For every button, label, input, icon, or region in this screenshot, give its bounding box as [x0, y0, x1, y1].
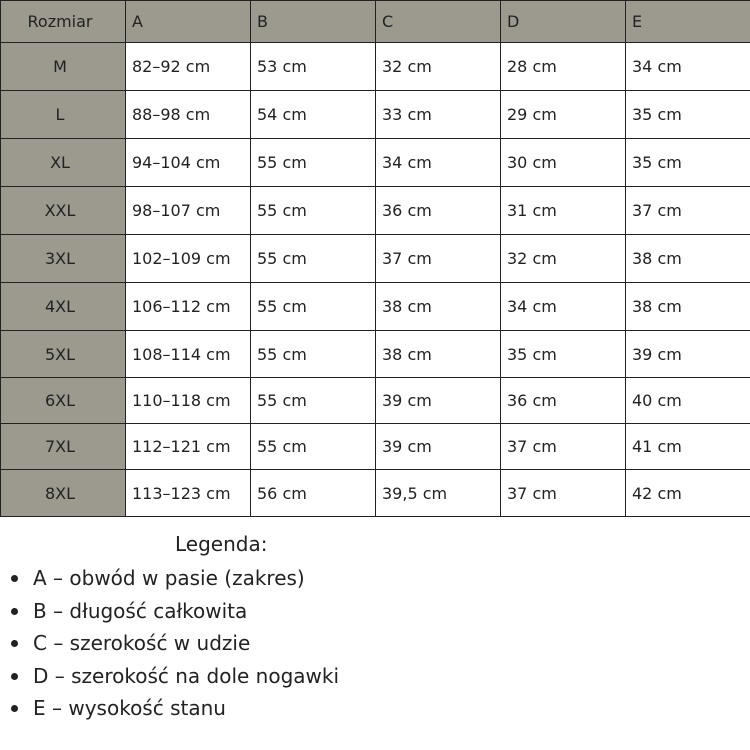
header-e: E [626, 1, 750, 43]
size-cell: 5XL [1, 331, 126, 378]
value-cell: 112–121 cm [126, 424, 251, 470]
value-cell: 55 cm [251, 139, 376, 187]
value-cell: 98–107 cm [126, 187, 251, 235]
bullet-icon [11, 673, 18, 680]
value-cell: 32 cm [376, 43, 501, 91]
value-cell: 110–118 cm [126, 378, 251, 424]
value-cell: 37 cm [501, 470, 626, 517]
value-cell: 37 cm [626, 187, 750, 235]
value-cell: 37 cm [376, 235, 501, 283]
bullet-icon [11, 608, 18, 615]
value-cell: 38 cm [626, 235, 750, 283]
table-row [1, 331, 750, 378]
value-cell: 36 cm [376, 187, 501, 235]
value-cell: 40 cm [626, 378, 750, 424]
bullet-icon [11, 575, 18, 582]
size-cell: M [1, 43, 126, 91]
table-row [1, 470, 750, 517]
value-cell: 88–98 cm [126, 91, 251, 139]
value-cell: 34 cm [376, 139, 501, 187]
value-cell: 28 cm [501, 43, 626, 91]
legend-item-text: A – obwód w pasie (zakres) [33, 566, 305, 590]
value-cell: 55 cm [251, 424, 376, 470]
value-cell: 34 cm [501, 283, 626, 331]
table-row [1, 378, 750, 424]
size-cell: L [1, 91, 126, 139]
value-cell: 55 cm [251, 331, 376, 378]
size-cell: 3XL [1, 235, 126, 283]
value-cell: 37 cm [501, 424, 626, 470]
value-cell: 35 cm [626, 139, 750, 187]
value-cell: 38 cm [376, 331, 501, 378]
value-cell: 38 cm [376, 283, 501, 331]
header-row [1, 1, 750, 43]
legend-item-text: E – wysokość stanu [33, 696, 226, 720]
bullet-icon [11, 640, 18, 647]
size-cell: XXL [1, 187, 126, 235]
size-cell: 6XL [1, 378, 126, 424]
header-d: D [501, 1, 626, 43]
value-cell: 113–123 cm [126, 470, 251, 517]
legend-item [33, 562, 339, 595]
bullet-icon [11, 705, 18, 712]
value-cell: 31 cm [501, 187, 626, 235]
value-cell: 39 cm [626, 331, 750, 378]
value-cell: 35 cm [626, 91, 750, 139]
value-cell: 55 cm [251, 235, 376, 283]
legend-title: Legenda: [175, 532, 268, 556]
value-cell: 55 cm [251, 378, 376, 424]
size-cell: 4XL [1, 283, 126, 331]
legend-item [33, 660, 339, 693]
value-cell: 33 cm [376, 91, 501, 139]
legend-item [33, 595, 339, 628]
value-cell: 53 cm [251, 43, 376, 91]
value-cell: 39 cm [376, 424, 501, 470]
table-row [1, 283, 750, 331]
header-b: B [251, 1, 376, 43]
legend-item [33, 627, 339, 660]
value-cell: 38 cm [626, 283, 750, 331]
value-cell: 39 cm [376, 378, 501, 424]
legend-item-text: B – długość całkowita [33, 598, 248, 623]
size-cell: 7XL [1, 424, 126, 470]
value-cell: 29 cm [501, 91, 626, 139]
value-cell: 55 cm [251, 187, 376, 235]
size-cell: XL [1, 139, 126, 187]
value-cell: 55 cm [251, 283, 376, 331]
legend-item-text: D – szerokość na dole nogawki [33, 663, 340, 688]
header-size: Rozmiar [1, 1, 126, 43]
size-cell: 8XL [1, 470, 126, 517]
header-c: C [376, 1, 501, 43]
value-cell: 102–109 cm [126, 235, 251, 283]
value-cell: 106–112 cm [126, 283, 251, 331]
value-cell: 56 cm [251, 470, 376, 517]
value-cell: 36 cm [501, 378, 626, 424]
value-cell: 39,5 cm [376, 470, 501, 517]
header-a: A [126, 1, 251, 43]
table-body [1, 43, 750, 517]
value-cell: 108–114 cm [126, 331, 251, 378]
value-cell: 35 cm [501, 331, 626, 378]
table-row [1, 139, 750, 187]
value-cell: 42 cm [626, 470, 750, 517]
table-header [1, 1, 750, 43]
table-row [1, 187, 750, 235]
value-cell: 32 cm [501, 235, 626, 283]
value-cell: 30 cm [501, 139, 626, 187]
legend-item-text: C – szerokość w udzie [33, 631, 251, 655]
legend-item [33, 692, 339, 725]
value-cell: 34 cm [626, 43, 750, 91]
value-cell: 54 cm [251, 91, 376, 139]
value-cell: 82–92 cm [126, 43, 251, 91]
legend-list [0, 562, 339, 725]
value-cell: 41 cm [626, 424, 750, 470]
table-row [1, 424, 750, 470]
table-row [1, 91, 750, 139]
table-row [1, 43, 750, 91]
value-cell: 94–104 cm [126, 139, 251, 187]
table-row [1, 235, 750, 283]
